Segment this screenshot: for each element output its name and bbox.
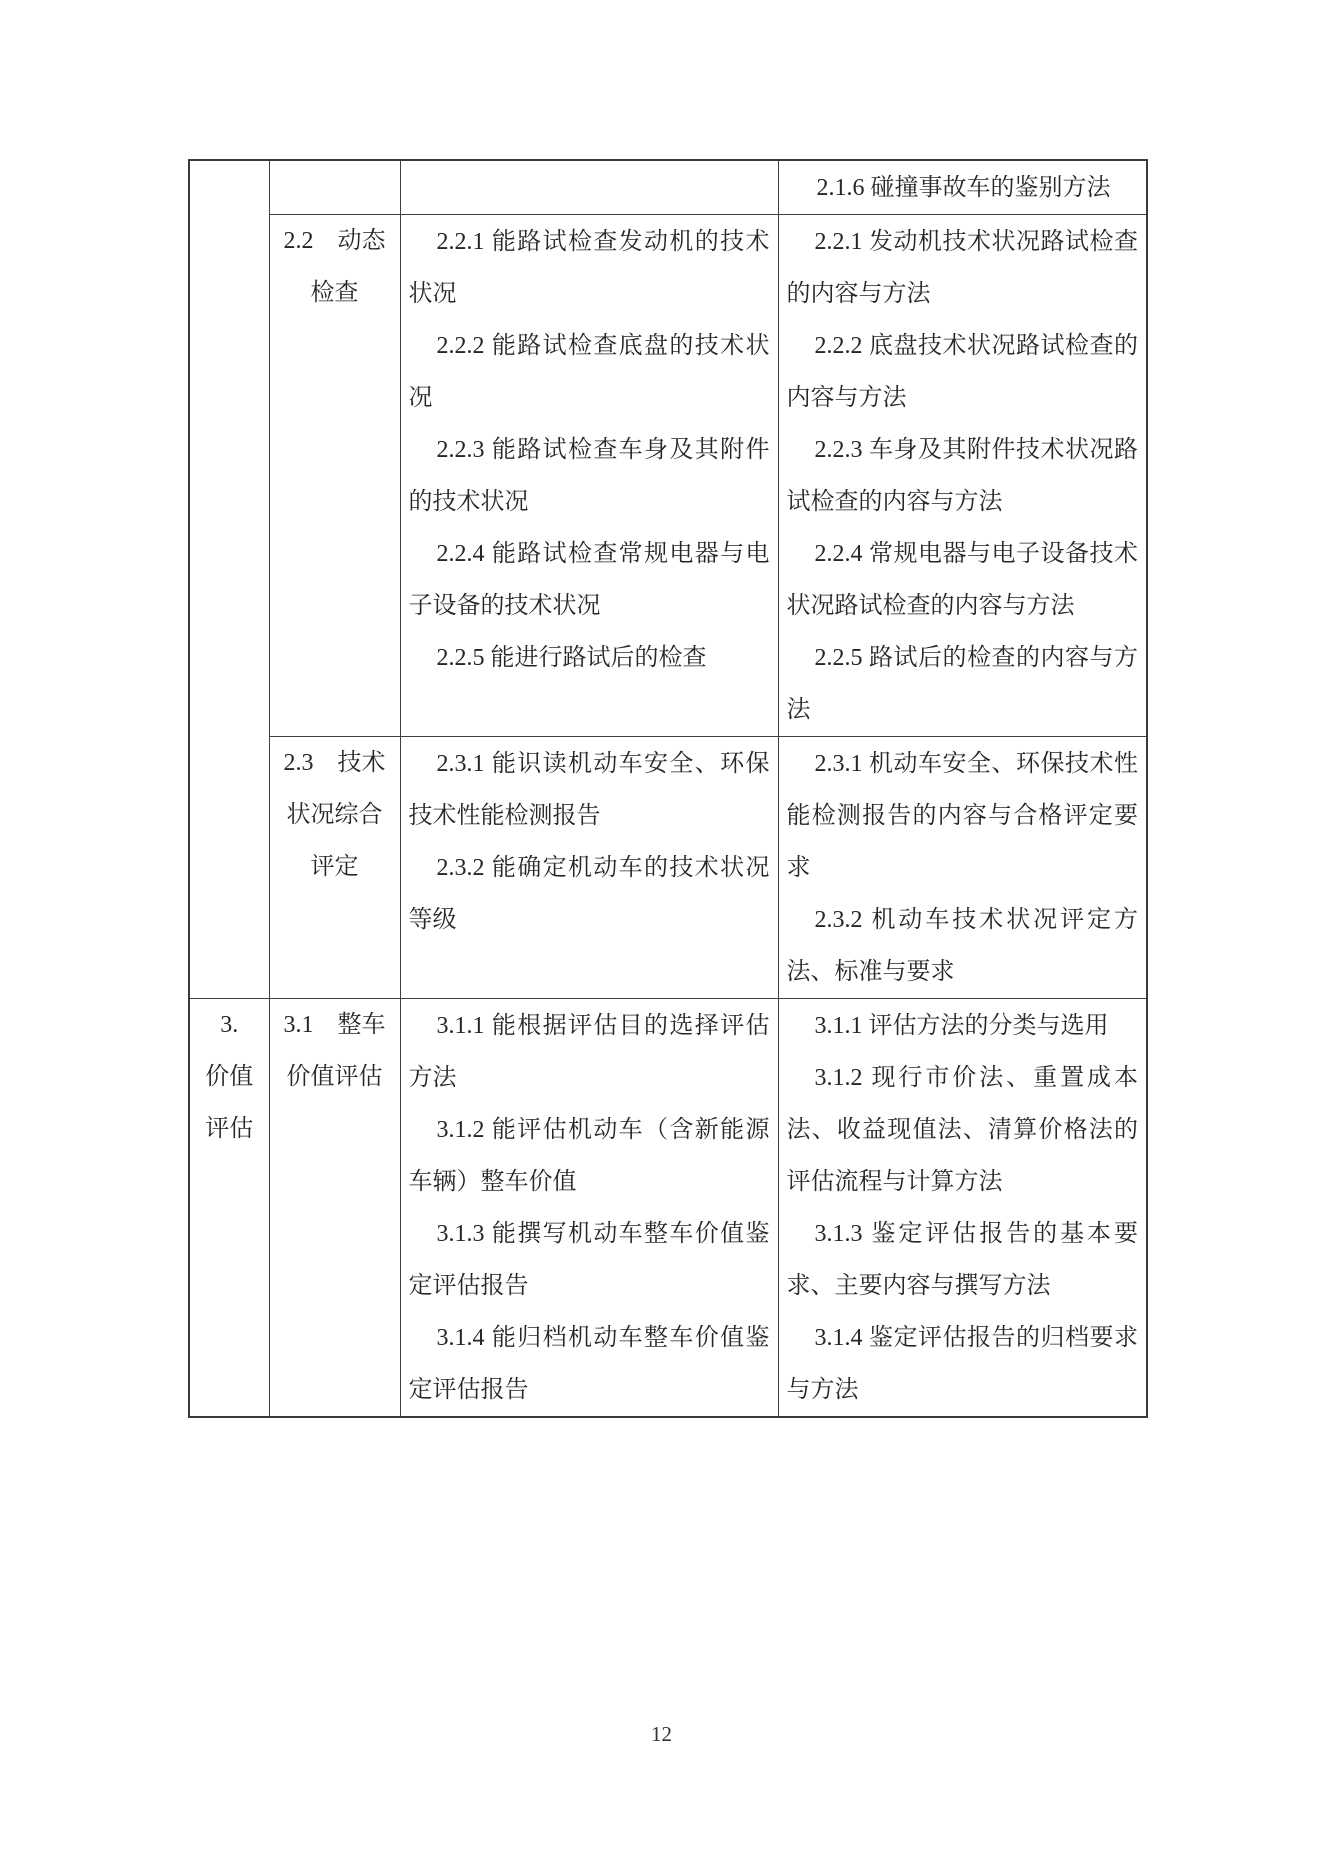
skills-cell [400,999,778,1418]
knowledge-item: 2.2.3 车身及其附件技术状况路试检查的内容与方法 [786,437,1138,515]
knowledge-item: 3.1.2 现行市价法、重置成本法、收益现值法、清算价格法的评估流程与计算方法 [786,1065,1138,1195]
page-number: 12 [651,1722,672,1746]
knowledge-item: 2.2.2 底盘技术状况路试检查的内容与方法 [786,333,1138,411]
knowledge-item: 3.1.1 评估方法的分类与选用 [814,1013,1109,1039]
skill-item: 3.1.3 能撰写机动车整车价值鉴定评估报告 [408,1221,770,1299]
skill-item: 3.1.4 能归档机动车整车价值鉴定评估报告 [408,1325,770,1403]
knowledge-cell [778,999,1147,1418]
knowledge-cell [778,160,1147,215]
subsection-cell-vehicle-value: 3.1 整车价值评估 [269,999,400,1418]
skills-cell-empty [400,160,778,215]
knowledge-item: 3.1.3 鉴定评估报告的基本要求、主要内容与撰写方法 [786,1221,1138,1299]
section-cell-empty [189,160,269,999]
skill-item: 2.2.2 能路试检查底盘的技术状况 [408,333,770,411]
table-row-condition-rating [189,737,1147,999]
section-cell-value-assessment: 3. 价值评估 [189,999,269,1418]
knowledge-item: 2.2.4 常规电器与电子设备技术状况路试检查的内容与方法 [786,541,1138,619]
knowledge-cell [778,737,1147,999]
table-row-value-assessment [189,999,1147,1418]
skill-item: 2.2.5 能进行路试后的检查 [436,645,707,671]
skill-item: 2.3.1 能识读机动车安全、环保技术性能检测报告 [408,751,770,829]
skill-item: 3.1.2 能评估机动车（含新能源车辆）整车价值 [408,1117,770,1195]
knowledge-item: 2.2.1 发动机技术状况路试检查的内容与方法 [786,229,1138,307]
subsection-cell-empty [269,160,400,215]
knowledge-item: 2.2.5 路试后的检查的内容与方法 [786,645,1138,723]
skill-item: 2.2.4 能路试检查常规电器与电子设备的技术状况 [408,541,770,619]
skill-item: 2.2.1 能路试检查发动机的技术状况 [408,229,770,307]
table-row-dynamic-inspection [189,215,1147,737]
knowledge-cell [778,215,1147,737]
knowledge-item: 2.1.6 碰撞事故车的鉴别方法 [816,175,1111,201]
skills-cell [400,215,778,737]
table-row-continued [189,160,1147,215]
skill-item: 2.2.3 能路试检查车身及其附件的技术状况 [408,437,770,515]
skills-knowledge-table [188,159,1148,1418]
knowledge-item: 2.3.1 机动车安全、环保技术性能检测报告的内容与合格评定要求 [786,751,1138,881]
skills-cell [400,737,778,999]
subsection-cell-condition-rating: 2.3 技术状况综合评定 [269,737,400,999]
knowledge-item: 3.1.4 鉴定评估报告的归档要求与方法 [786,1325,1138,1403]
skill-item: 2.3.2 能确定机动车的技术状况等级 [408,855,770,933]
knowledge-item: 2.3.2 机动车技术状况评定方法、标准与要求 [786,907,1138,985]
skill-item: 3.1.1 能根据评估目的选择评估方法 [408,1013,770,1091]
subsection-cell-dynamic-inspection: 2.2 动态检查 [269,215,400,737]
